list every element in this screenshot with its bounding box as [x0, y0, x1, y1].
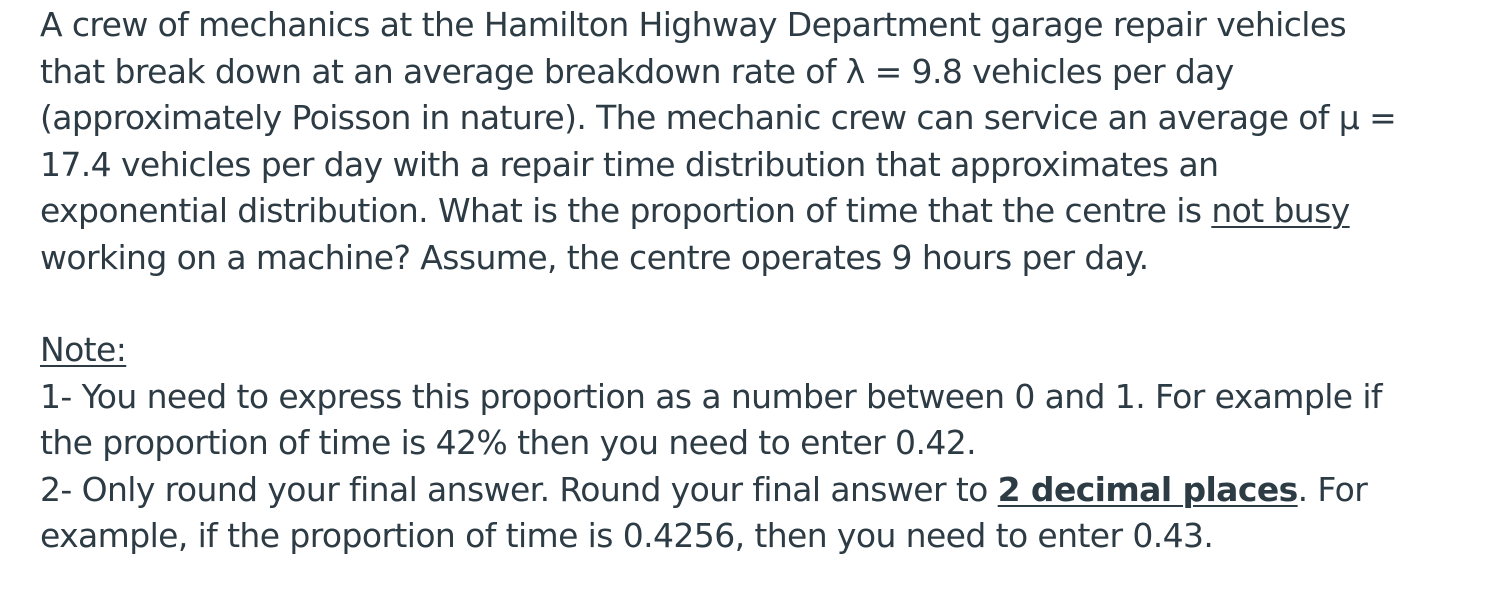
note-line-2: the proportion of time is 42% then you need to enter 0.42.: [40, 423, 977, 462]
paragraph-spacer: [40, 281, 1490, 327]
note-line-4: example, if the proportion of time is 0.4256, then you need to enter 0.43.: [40, 516, 1214, 555]
note-line-1: 1- You need to express this proportion as a number between 0 and 1. For example if: [40, 376, 1382, 416]
question-line-5-text: exponential distribution. What is the proportion of time that the centre is: [40, 191, 1212, 230]
question-paragraph: [40, 2, 1490, 281]
question-line-4: 17.4 vehicles per day with a repair time distribution that approximates an: [40, 144, 1219, 184]
note-heading: Note:: [40, 330, 127, 369]
note-line-3-text: 2- Only round your final answer. Round your final answer to: [40, 469, 998, 509]
question-line-2: that break down at an average breakdown rate of λ = 9.8 vehicles per day: [40, 51, 1234, 91]
question-line-3: (approximately Poisson in nature). The mechanic crew can service an average of μ =: [40, 98, 1397, 137]
note-line-3: [40, 467, 1490, 514]
question-line-1: A crew of mechanics at the Hamilton Highway Department garage repair vehicles: [40, 5, 1347, 44]
note-paragraph: [40, 327, 1490, 560]
question-line-5: [40, 188, 1490, 235]
question-content: [40, 2, 1490, 560]
question-line-6: working on a machine? Assume, the centre operates 9 hours per day.: [40, 237, 1149, 277]
note-line-3-tail: . For: [1297, 469, 1368, 509]
not-busy-emphasis: not busy: [1211, 191, 1350, 230]
decimal-places-emphasis: 2 decimal places: [997, 469, 1298, 509]
